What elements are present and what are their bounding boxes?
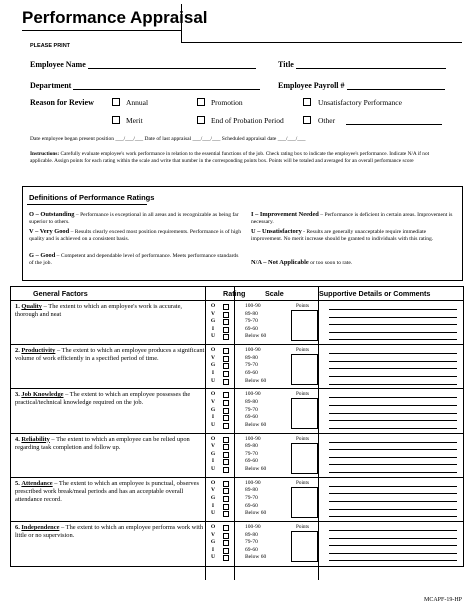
col-divider-comments — [318, 286, 319, 580]
factor-desc: – The extent to which an employee performs work with little or no supervision. — [15, 523, 204, 539]
rating-checkbox[interactable] — [223, 467, 229, 473]
probation-checkbox[interactable] — [197, 116, 205, 124]
page-title: Performance Appraisal — [22, 8, 208, 27]
scale-values — [245, 391, 266, 429]
table-row — [11, 478, 463, 522]
rating-checkbox[interactable] — [223, 371, 229, 377]
points-label: Points — [296, 435, 309, 442]
def-improvement-text: – Performance is deficient in certain areas. Improvement is necessary. — [251, 212, 453, 226]
comment-line[interactable] — [329, 486, 457, 487]
comment-line[interactable] — [329, 332, 457, 333]
rating-checkbox[interactable] — [223, 511, 229, 517]
def-unsatisfactory-text: - Results are generally unacceptable require immediate improvement. No merit increase should be granted to individuals with this rating. — [251, 229, 434, 243]
reason-for-review-label: Reason for Review — [30, 98, 94, 107]
instructions — [30, 151, 450, 165]
scale-value: 89-80 — [245, 487, 258, 494]
factor-number: 6. — [15, 523, 20, 531]
scale-value: 89-80 — [245, 443, 258, 450]
other-reason-field[interactable] — [346, 116, 442, 125]
comment-line[interactable] — [329, 309, 457, 310]
rating-checkbox[interactable] — [223, 304, 229, 310]
rating-letters — [209, 347, 217, 385]
scale-value: 69-60 — [245, 502, 258, 509]
scale-value: 100-90 — [245, 303, 261, 309]
def-outstanding — [29, 211, 244, 227]
rating-letters — [209, 303, 217, 341]
def-outstanding-text: – Performance is exceptional in all areas and is recognizable as being far superior to others. — [29, 212, 239, 226]
points-input-box[interactable] — [291, 487, 318, 518]
scale-values — [245, 480, 266, 518]
table-row — [11, 389, 463, 433]
form-title-area — [22, 8, 208, 28]
rating-letter: U — [210, 554, 216, 561]
comment-line[interactable] — [329, 317, 457, 318]
annual-checkbox[interactable] — [112, 98, 120, 106]
factor-desc: – The extent to which an employee's work is accurate, thorough and neat — [15, 303, 182, 318]
rating-letter: V — [210, 398, 216, 405]
header-divider — [181, 4, 182, 42]
rating-letter: O — [210, 391, 216, 398]
rating-letter: O — [210, 347, 216, 354]
points-label: Points — [296, 523, 309, 530]
rating-letter: O — [210, 523, 216, 530]
rating-checkbox[interactable] — [223, 379, 229, 385]
rating-checkbox[interactable] — [223, 533, 229, 539]
scale-values — [245, 524, 266, 562]
scale-value: Below 60 — [245, 377, 267, 384]
rating-letter: V — [210, 354, 216, 361]
rating-checkbox[interactable] — [223, 444, 229, 450]
points-input-box[interactable] — [291, 354, 318, 385]
rating-checkbox[interactable] — [223, 356, 229, 362]
payroll-field[interactable] — [347, 89, 445, 90]
rating-checkbox[interactable] — [223, 525, 229, 531]
rating-letter: V — [210, 310, 216, 317]
scale-value: 89-80 — [245, 354, 258, 361]
def-good-term: G – Good — [29, 252, 56, 259]
points-label: Points — [296, 479, 309, 486]
scale-value: 89-80 — [245, 398, 258, 405]
definitions-underline — [27, 204, 147, 205]
rating-letter: O — [210, 303, 216, 309]
rating-letters — [209, 436, 217, 474]
points-input-box[interactable] — [291, 443, 318, 474]
rating-letter: U — [210, 333, 216, 340]
scale-value: Below 60 — [245, 421, 267, 428]
table-row — [11, 301, 463, 345]
scale-value: 100-90 — [245, 479, 261, 486]
def-improvement-term: I – Improvement Needed — [251, 211, 319, 218]
probation-label: End of Probation Period — [211, 116, 284, 125]
scale-value: 89-80 — [245, 531, 258, 538]
rating-checkbox[interactable] — [223, 348, 229, 354]
rating-letter: I — [211, 458, 215, 465]
def-unsatisfactory — [251, 228, 456, 244]
rating-letter: U — [210, 377, 216, 384]
scale-value: 69-60 — [245, 369, 258, 376]
annual-label: Annual — [126, 98, 149, 107]
factor-number: 4. — [15, 435, 20, 443]
factor-desc: – The extent to which an employee produces a significant volume of work efficiently in a specified period of time. — [15, 347, 205, 363]
factor-name: Quality — [21, 303, 43, 310]
merit-checkbox[interactable] — [112, 116, 120, 124]
department-row — [30, 81, 260, 90]
rating-checkbox[interactable] — [223, 400, 229, 406]
rating-letter: I — [211, 414, 215, 421]
def-very-good-text: – Results clearly exceed most position requirements. Performance is of high quality and is achieved on a consistent basis. — [29, 229, 241, 243]
comment-line[interactable] — [329, 428, 457, 429]
scale-value: 79-70 — [245, 362, 258, 369]
scale-values — [245, 347, 266, 385]
definitions-title: Definitions of Performance Ratings — [29, 193, 155, 202]
factor-desc: – The extent to which an employee is punctual, observes prescribed work break/meal periods and has an acceptable overall attendance record. — [15, 479, 199, 503]
header-general-factors: General Factors — [33, 289, 88, 298]
rating-letter: I — [211, 502, 215, 509]
comment-line[interactable] — [329, 339, 457, 340]
scale-value: 79-70 — [245, 406, 258, 413]
def-not-applicable — [251, 259, 456, 267]
def-good — [29, 252, 244, 268]
def-very-good — [29, 228, 244, 244]
rating-checkbox[interactable] — [223, 437, 229, 443]
scale-value: 69-60 — [245, 546, 258, 553]
rating-letter: I — [211, 325, 215, 332]
factor-name: Independence — [21, 523, 60, 531]
comment-line[interactable] — [329, 501, 457, 502]
rating-letter: O — [210, 479, 216, 486]
points-label: Points — [296, 391, 309, 398]
factor-name: Reliability — [21, 435, 50, 443]
def-outstanding-term: O – Outstanding — [29, 211, 75, 218]
factor-number: 5. — [15, 479, 20, 487]
factor-description — [15, 391, 205, 407]
form-code: MCAPF-19-HP — [423, 597, 462, 603]
comment-line[interactable] — [329, 553, 457, 554]
title-underline — [22, 30, 182, 31]
comment-line[interactable] — [329, 413, 457, 414]
def-unsatisfactory-term: U – Unsatisfactory — [251, 228, 302, 235]
scale-value: 79-70 — [245, 318, 258, 325]
comment-line[interactable] — [329, 449, 457, 450]
comment-line[interactable] — [329, 538, 457, 539]
comment-line[interactable] — [329, 442, 457, 443]
scale-value: 79-70 — [245, 450, 258, 457]
def-not-applicable-term: N/A – Not Applicable — [251, 259, 309, 266]
rating-checkbox[interactable] — [223, 488, 229, 494]
header-scale: Scale — [265, 289, 284, 298]
rating-checkbox[interactable] — [223, 496, 229, 502]
title-label: Title — [278, 60, 294, 69]
scale-value: 79-70 — [245, 494, 258, 501]
comment-line[interactable] — [329, 384, 457, 385]
rating-letter: G — [210, 318, 216, 325]
factor-description — [15, 347, 205, 363]
comment-line[interactable] — [329, 545, 457, 546]
rating-letters — [209, 524, 217, 562]
employee-name-label: Employee Name — [30, 60, 86, 69]
other-label: Other — [318, 116, 336, 125]
factor-description — [15, 480, 205, 504]
col-divider-rating — [205, 286, 206, 580]
factor-name: Attendance — [21, 479, 53, 487]
points-input-box[interactable] — [291, 398, 318, 429]
please-print-note: PLEASE PRINT — [30, 43, 71, 49]
scale-value: 89-80 — [245, 310, 258, 317]
rating-checkbox[interactable] — [223, 363, 229, 369]
department-label: Department — [30, 81, 72, 90]
rating-letter: G — [210, 539, 216, 546]
factor-number: 2. — [15, 347, 20, 355]
comment-line[interactable] — [329, 376, 457, 377]
rating-letter: G — [210, 406, 216, 413]
rating-checkbox[interactable] — [223, 312, 229, 318]
unsatisfactory-label: Unsatisfactory Performance — [318, 98, 402, 107]
rating-letter: U — [210, 465, 216, 472]
title-row — [278, 60, 446, 69]
definitions-box — [22, 186, 463, 281]
scale-value: 100-90 — [245, 435, 261, 442]
header-comments: Supportive Details or Comments — [319, 289, 431, 298]
table-row — [11, 345, 463, 389]
scale-value: Below 60 — [245, 510, 267, 517]
comment-line[interactable] — [329, 464, 457, 465]
factor-description — [15, 303, 205, 319]
scale-values — [245, 303, 266, 341]
factors-table — [10, 286, 464, 567]
scale-value: Below 60 — [245, 554, 267, 561]
scale-value: Below 60 — [245, 333, 267, 340]
factor-desc: – The extent to which an employee possesses the practical/technical knowledge required on the job. — [15, 391, 191, 407]
comment-line[interactable] — [329, 509, 457, 510]
employee-name-row — [30, 60, 256, 69]
header-rating: Rating — [223, 289, 246, 298]
scale-value: Below 60 — [245, 465, 267, 472]
promotion-checkbox[interactable] — [197, 98, 205, 106]
def-not-applicable-text: or too soon to rate. — [308, 260, 353, 266]
instructions-text: Carefully evaluate employee's work performance in relation to the essential functions of the job. Check rating box to indicate the employee's performance. Indicate N/A if not applicable. Assign points for each rating within the scale and write that number in the corresponding points box. Points will be totaled and averaged for an overall performance score — [30, 151, 430, 164]
title-field[interactable] — [296, 68, 446, 69]
rating-checkbox[interactable] — [223, 540, 229, 546]
rating-letter: V — [210, 531, 216, 538]
department-field[interactable] — [73, 89, 260, 90]
comment-line[interactable] — [329, 560, 457, 561]
rating-checkbox[interactable] — [223, 555, 229, 561]
rating-letter: V — [210, 487, 216, 494]
rating-letters — [209, 480, 217, 518]
def-improvement — [251, 211, 456, 227]
factor-rows — [11, 301, 463, 566]
rating-letter: G — [210, 494, 216, 501]
rating-letter: V — [210, 443, 216, 450]
comment-line[interactable] — [329, 361, 457, 362]
scale-value: 69-60 — [245, 325, 258, 332]
rating-checkbox[interactable] — [223, 504, 229, 510]
rating-checkbox[interactable] — [223, 408, 229, 414]
rating-letter: U — [210, 421, 216, 428]
rating-letter: U — [210, 510, 216, 517]
factor-name: Productivity — [21, 347, 56, 355]
comment-line[interactable] — [329, 353, 457, 354]
rating-checkbox[interactable] — [223, 548, 229, 554]
merit-label: Merit — [126, 116, 143, 125]
dates-line: Date employee began present position ___/___/___ Date of last appraisal ___/___/___ Scheduled appraisal date ___/___/___ — [30, 136, 306, 142]
comment-line[interactable] — [329, 530, 457, 531]
table-row — [11, 434, 463, 478]
rating-checkbox[interactable] — [223, 459, 229, 465]
def-good-text: – Competent and dependable level of performance. Meets performance standards of the job. — [29, 253, 239, 267]
comment-line[interactable] — [329, 324, 457, 325]
promotion-label: Promotion — [211, 98, 243, 107]
header-rule — [181, 42, 462, 43]
rating-checkbox[interactable] — [223, 423, 229, 429]
factor-number: 1. — [15, 303, 20, 310]
comment-line[interactable] — [329, 368, 457, 369]
rating-letters — [209, 391, 217, 429]
rating-checkbox[interactable] — [223, 327, 229, 333]
points-input-box[interactable] — [291, 310, 318, 341]
scale-value: 69-60 — [245, 414, 258, 421]
factor-number: 3. — [15, 391, 20, 399]
rating-checkbox[interactable] — [223, 452, 229, 458]
comment-line[interactable] — [329, 420, 457, 421]
rating-letter: I — [211, 546, 215, 553]
instructions-lead: Instructions: — [30, 151, 60, 157]
rating-checkbox[interactable] — [223, 481, 229, 487]
comment-line[interactable] — [329, 493, 457, 494]
factor-desc: – The extent to which an employee can be relied upon regarding task completion and follow up. — [15, 435, 190, 451]
scale-value: 69-60 — [245, 458, 258, 465]
comment-line[interactable] — [329, 405, 457, 406]
col-divider-scale — [234, 286, 235, 580]
other-checkbox[interactable] — [303, 116, 311, 124]
table-row — [11, 522, 463, 566]
scale-value: 100-90 — [245, 523, 261, 530]
rating-letter: I — [211, 369, 215, 376]
factor-description — [15, 436, 205, 452]
comment-line[interactable] — [329, 516, 457, 517]
rating-letter: G — [210, 362, 216, 369]
unsatisfactory-checkbox[interactable] — [303, 98, 311, 106]
scale-values — [245, 436, 266, 474]
factor-name: Job Knowledge — [21, 391, 64, 399]
rating-checkbox[interactable] — [223, 334, 229, 340]
points-label: Points — [296, 303, 309, 309]
scale-value: 100-90 — [245, 391, 261, 398]
factor-description — [15, 524, 205, 540]
points-input-box[interactable] — [291, 531, 318, 562]
points-label: Points — [296, 347, 309, 354]
rating-checkbox[interactable] — [223, 392, 229, 398]
payroll-label: Employee Payroll # — [278, 81, 345, 90]
scale-value: 79-70 — [245, 539, 258, 546]
table-header — [11, 287, 463, 301]
rating-letter: O — [210, 435, 216, 442]
rating-checkbox[interactable] — [223, 319, 229, 325]
comment-line[interactable] — [329, 457, 457, 458]
scale-value: 100-90 — [245, 347, 261, 354]
comment-line[interactable] — [329, 397, 457, 398]
comment-line[interactable] — [329, 472, 457, 473]
rating-checkbox[interactable] — [223, 415, 229, 421]
def-very-good-term: V – Very Good — [29, 228, 70, 235]
employee-name-field[interactable] — [88, 68, 256, 69]
payroll-row — [278, 81, 445, 90]
rating-letter: G — [210, 450, 216, 457]
